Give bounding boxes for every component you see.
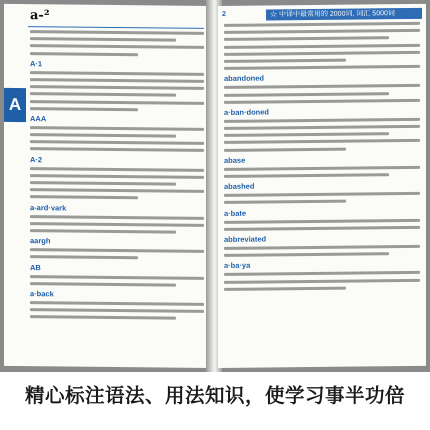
entry-headword: a·bate [224,208,247,218]
entry-headword: aargh [30,236,51,246]
caption-text: 精心标注语法、用法知识，使学习事半功倍 [24,384,405,407]
entry-headword: abbreviated [224,234,267,244]
entry-headword: abandoned [224,73,265,84]
right-text-block [224,22,420,364]
entry-headword: A·1 [30,58,43,68]
left-running-head: a-² [30,8,50,24]
entry-headword: a·back [30,288,54,299]
entry-headword: a·ban·doned [224,107,269,117]
entry-headword: AAA [30,113,47,124]
letter-tab: A [4,88,26,122]
entry-headword: A·2 [30,154,43,164]
caption-banner [0,372,430,430]
entry-headword: a-ard·vark [30,202,67,213]
left-page [4,4,210,368]
entry-headword: AB [30,262,41,272]
entry-headword: abase [224,155,246,165]
right-running-head [222,8,422,22]
page-number: 2 [222,10,226,18]
right-page [218,4,426,368]
entry-headword: a·ba·ya [224,260,251,271]
left-head-rule [28,26,204,29]
running-head-band: ☆ 中译中最常用的 2000词, 词汇 5000词 [266,8,422,21]
left-text-block [30,30,204,364]
entry-headword: abashed [224,181,255,192]
